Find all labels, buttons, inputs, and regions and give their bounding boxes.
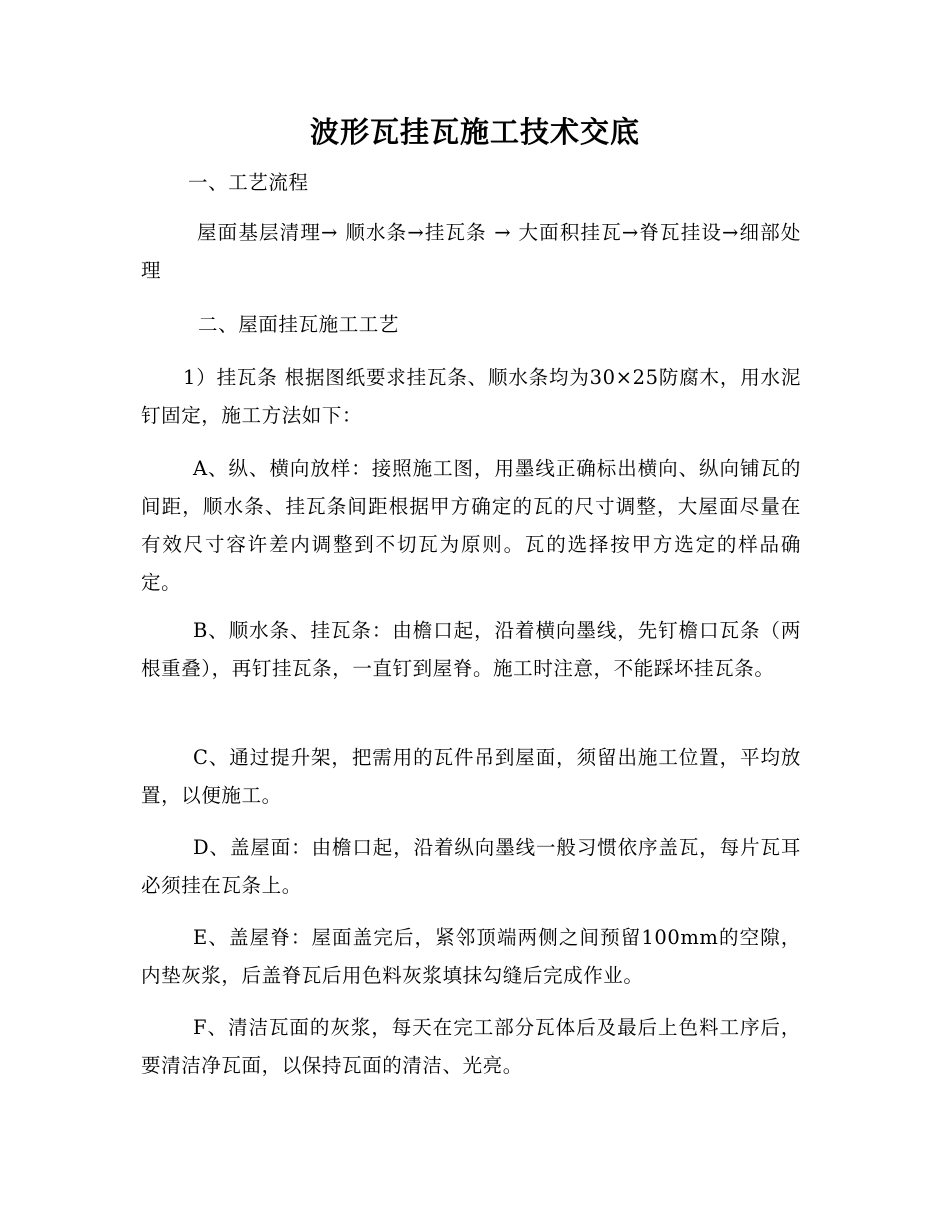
section-heading-process-flow: 一、工艺流程 [188, 171, 309, 194]
step-1-paragraph: 1）挂瓦条 根据图纸要求挂瓦条、顺水条均为30×25防腐木，用水泥钉固定，施工方法如下： [141, 366, 801, 427]
document-title: 波形瓦挂瓦施工技术交底 [309, 115, 640, 149]
process-flow-paragraph: 屋面基层清理→ 顺水条→挂瓦条 → 大面积挂瓦→脊瓦挂设→细部处理 [141, 221, 801, 282]
item-b-paragraph: B、顺水条、挂瓦条：由檐口起，沿着横向墨线，先钉檐口瓦条（两根重叠），再钉挂瓦条，一直钉到屋脊。施工时注意，不能踩坏挂瓦条。 [141, 619, 801, 680]
section-heading-tiling-process: 二、屋面挂瓦施工工艺 [198, 313, 400, 336]
item-c-paragraph: C、通过提升架，把需用的瓦件吊到屋面，须留出施工位置，平均放置，以便施工。 [141, 746, 801, 807]
item-a-paragraph: A、纵、横向放样：接照施工图，用墨线正确标出横向、纵向铺瓦的间距，顺水条、挂瓦条间距根据甲方确定的瓦的尺寸调整，大屋面尽量在有效尺寸容许差内调整到不切瓦为原则。瓦的选择按甲方选定的样品确定。 [141, 457, 801, 594]
item-f-paragraph: F、清洁瓦面的灰浆，每天在完工部分瓦体后及最后上色料工序后，要清洁净瓦面，以保持瓦面的清洁、光亮。 [141, 1016, 801, 1077]
item-e-paragraph: E、盖屋脊：屋面盖完后，紧邻顶端两侧之间预留100mm的空隙，内垫灰浆，后盖脊瓦后用色料灰浆填抹勾缝后完成作业。 [141, 926, 801, 987]
item-d-paragraph: D、盖屋面：由檐口起，沿着纵向墨线一般习惯依序盖瓦，每片瓦耳必须挂在瓦条上。 [141, 836, 801, 897]
